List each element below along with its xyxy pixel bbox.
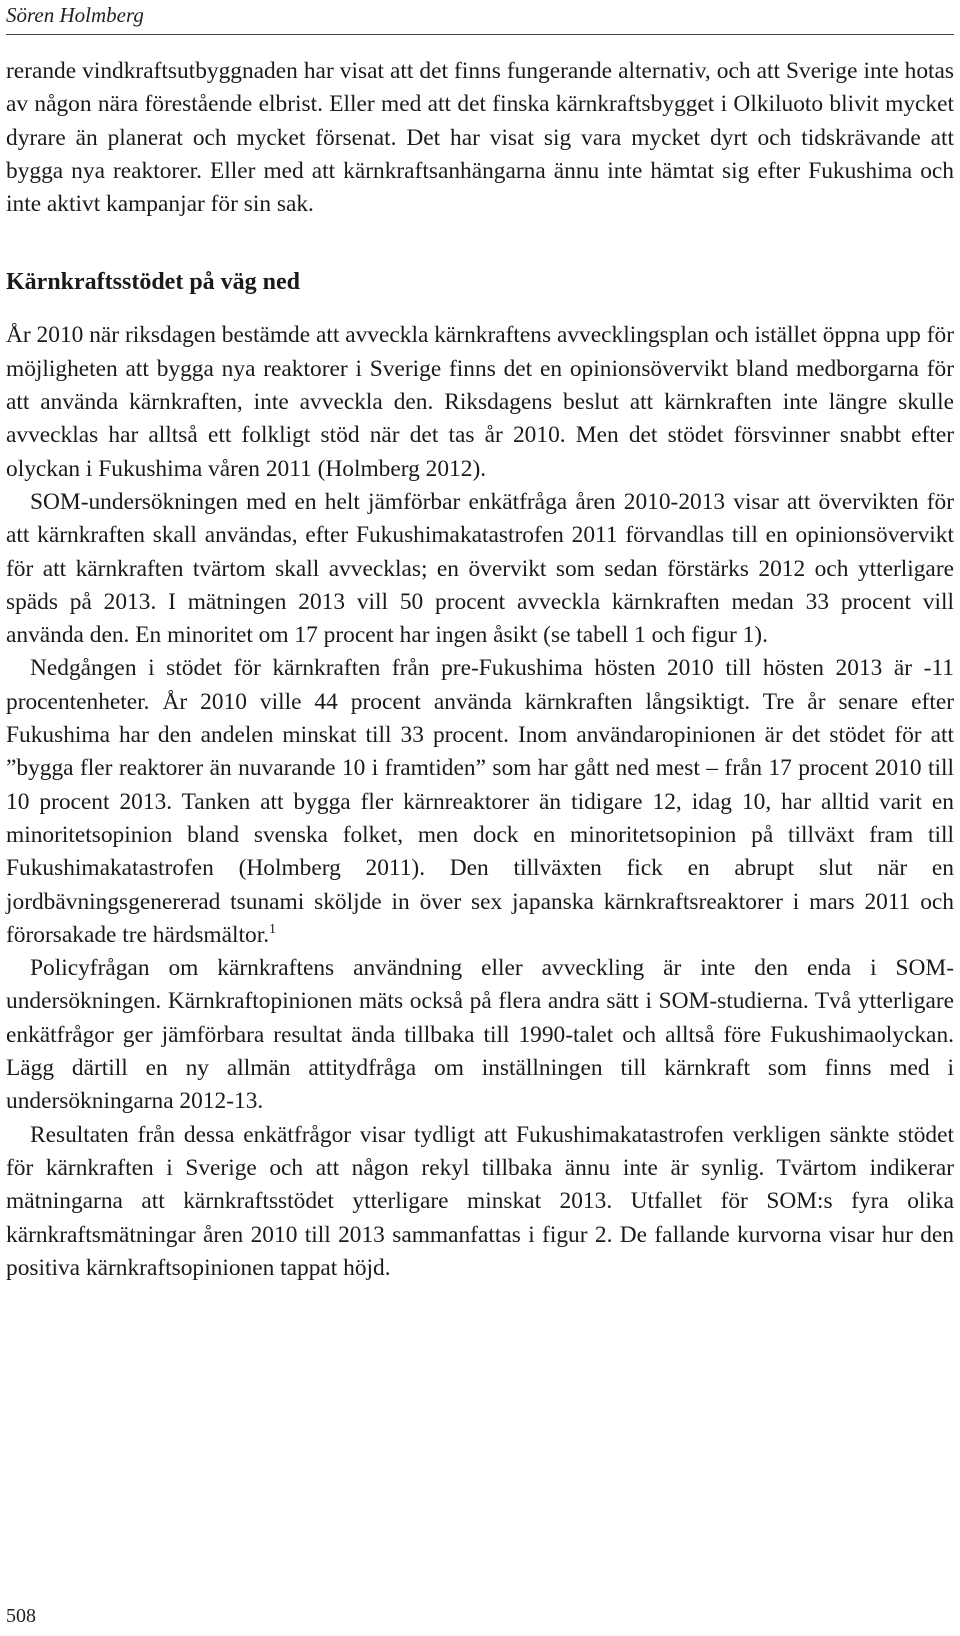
section-paragraph-3-text: Nedgången i stödet för kärnkraften från pre-Fukushima hösten 2010 till hösten 2013 är -11 procentenheter. År 2010 ville 44 procent använda kärnkraften långsiktigt. Tre år senare efter Fukushima har den andelen minskat till 33 procent. Inom användaropinionen är det stödet för att ”bygga fler reaktorer än nuvarande 10 i framtiden” som har gått ned mest – från 17 procent 2010 till 10 procent 2013. Tanken att bygga fler kärnreaktorer än tidigare 12, idag 10, har alltid varit en minoritetsopinion bland svenska folket, men dock en minoritetsopinion på tillväxt fram till Fukushimakatastrofen (Holmberg 2011). Den tillväxten fick en abrupt slut när en jordbävningsgenererad tsunami sköljde in över sex japanska kärnkraftsreaktorer i mars 2011 och förorsakade tre härdsmältor. [6,655,954,948]
page-number: 508 [6,1605,36,1627]
section-paragraph-5: Resultaten från dessa enkätfrågor visar tydligt att Fukushimakatastrofen verkligen sänkte stödet för kärnkraften i Sverige och att någon rekyl tillbaka ännu inte är synlig. Tvärtom indikerar mätningarna att kärnkraftsstödet ytterligare minskat 2013. Utfallet för SOM:s fyra olika kärnkraftsmätningar åren 2010 till 2013 sammanfattas i figur 2. De fallande kurvorna visar hur den positiva kärnkraftsopinionen tappat höjd. [6,1121,954,1281]
document-page [6,0,954,1636]
intro-paragraph: rerande vindkraftsutbyggnaden har visat att det finns fungerande alternativ, och att Sverige inte hotas av någon nära förestående elbrist. Eller med att det finska kärnkraftsbygget i Olkiluoto blivit mycket dyrare än planerat och mycket försenat. Det har visat sig vara mycket dyrt och tidskrävande att bygga nya reaktorer. Eller med att kärnkraftsanhängarna ännu inte hämtat sig efter Fukushima och inte aktivt kampanjar för sin sak. [6,58,954,218]
section-paragraph-2: SOM-undersökningen med en helt jämförbar enkätfråga åren 2010-2013 visar att övervikten för att kärnkraften skall användas, efter Fukushimakatastrofen 2011 förvandlas till en opinionsövervikt för att kärnkraften tvärtom skall avvecklas; en övervikt som sedan förstärks 2012 och ytterligare späds på 2013. I mätningen 2013 vill 50 procent avveckla kärnkraften medan 33 procent vill använda den. En minoritet om 17 procent har ingen åsikt (se tabell 1 och figur 1). [6,488,954,649]
running-header-author: Sören Holmberg [6,3,144,27]
section-heading: Kärnkraftsstödet på väg ned [6,269,301,296]
footnote-marker: 1 [269,921,277,937]
section-paragraph-4: Policyfrågan om kärnkraftens användning eller avveckling är inte den enda i SOM-undersökningen. Kärnkraftopinionen mäts också på flera andra sätt i SOM-studierna. Två ytterligare enkätfrågor ger jämförbara resultat ända tillbaka till 1990-talet och alltså före Fukushimaolyckan. Lägg därtill en ny allmän attitydfråga om inställningen till kärnkraft som finns med i undersökningarna 2012-13. [6,955,954,1115]
section-paragraph-1: År 2010 när riksdagen bestämde att avveckla kärnkraftens avvecklingsplan och istället öppna upp för möjligheten att bygga nya reaktorer i Sverige finns det en opinionsövervikt bland medborgarna för att använda kärnkraften, inte avveckla den. Riksdagens beslut att kärnkraften inte längre skulle avvecklas har alltså ett folkligt stöd när det tas år 2010. Men det stödet försvinner snabbt efter olyckan i Fukushima våren 2011 (Holmberg 2012). [6,322,954,482]
header-rule [6,34,954,35]
body-text [6,55,954,1285]
section-paragraph-3 [6,652,954,952]
